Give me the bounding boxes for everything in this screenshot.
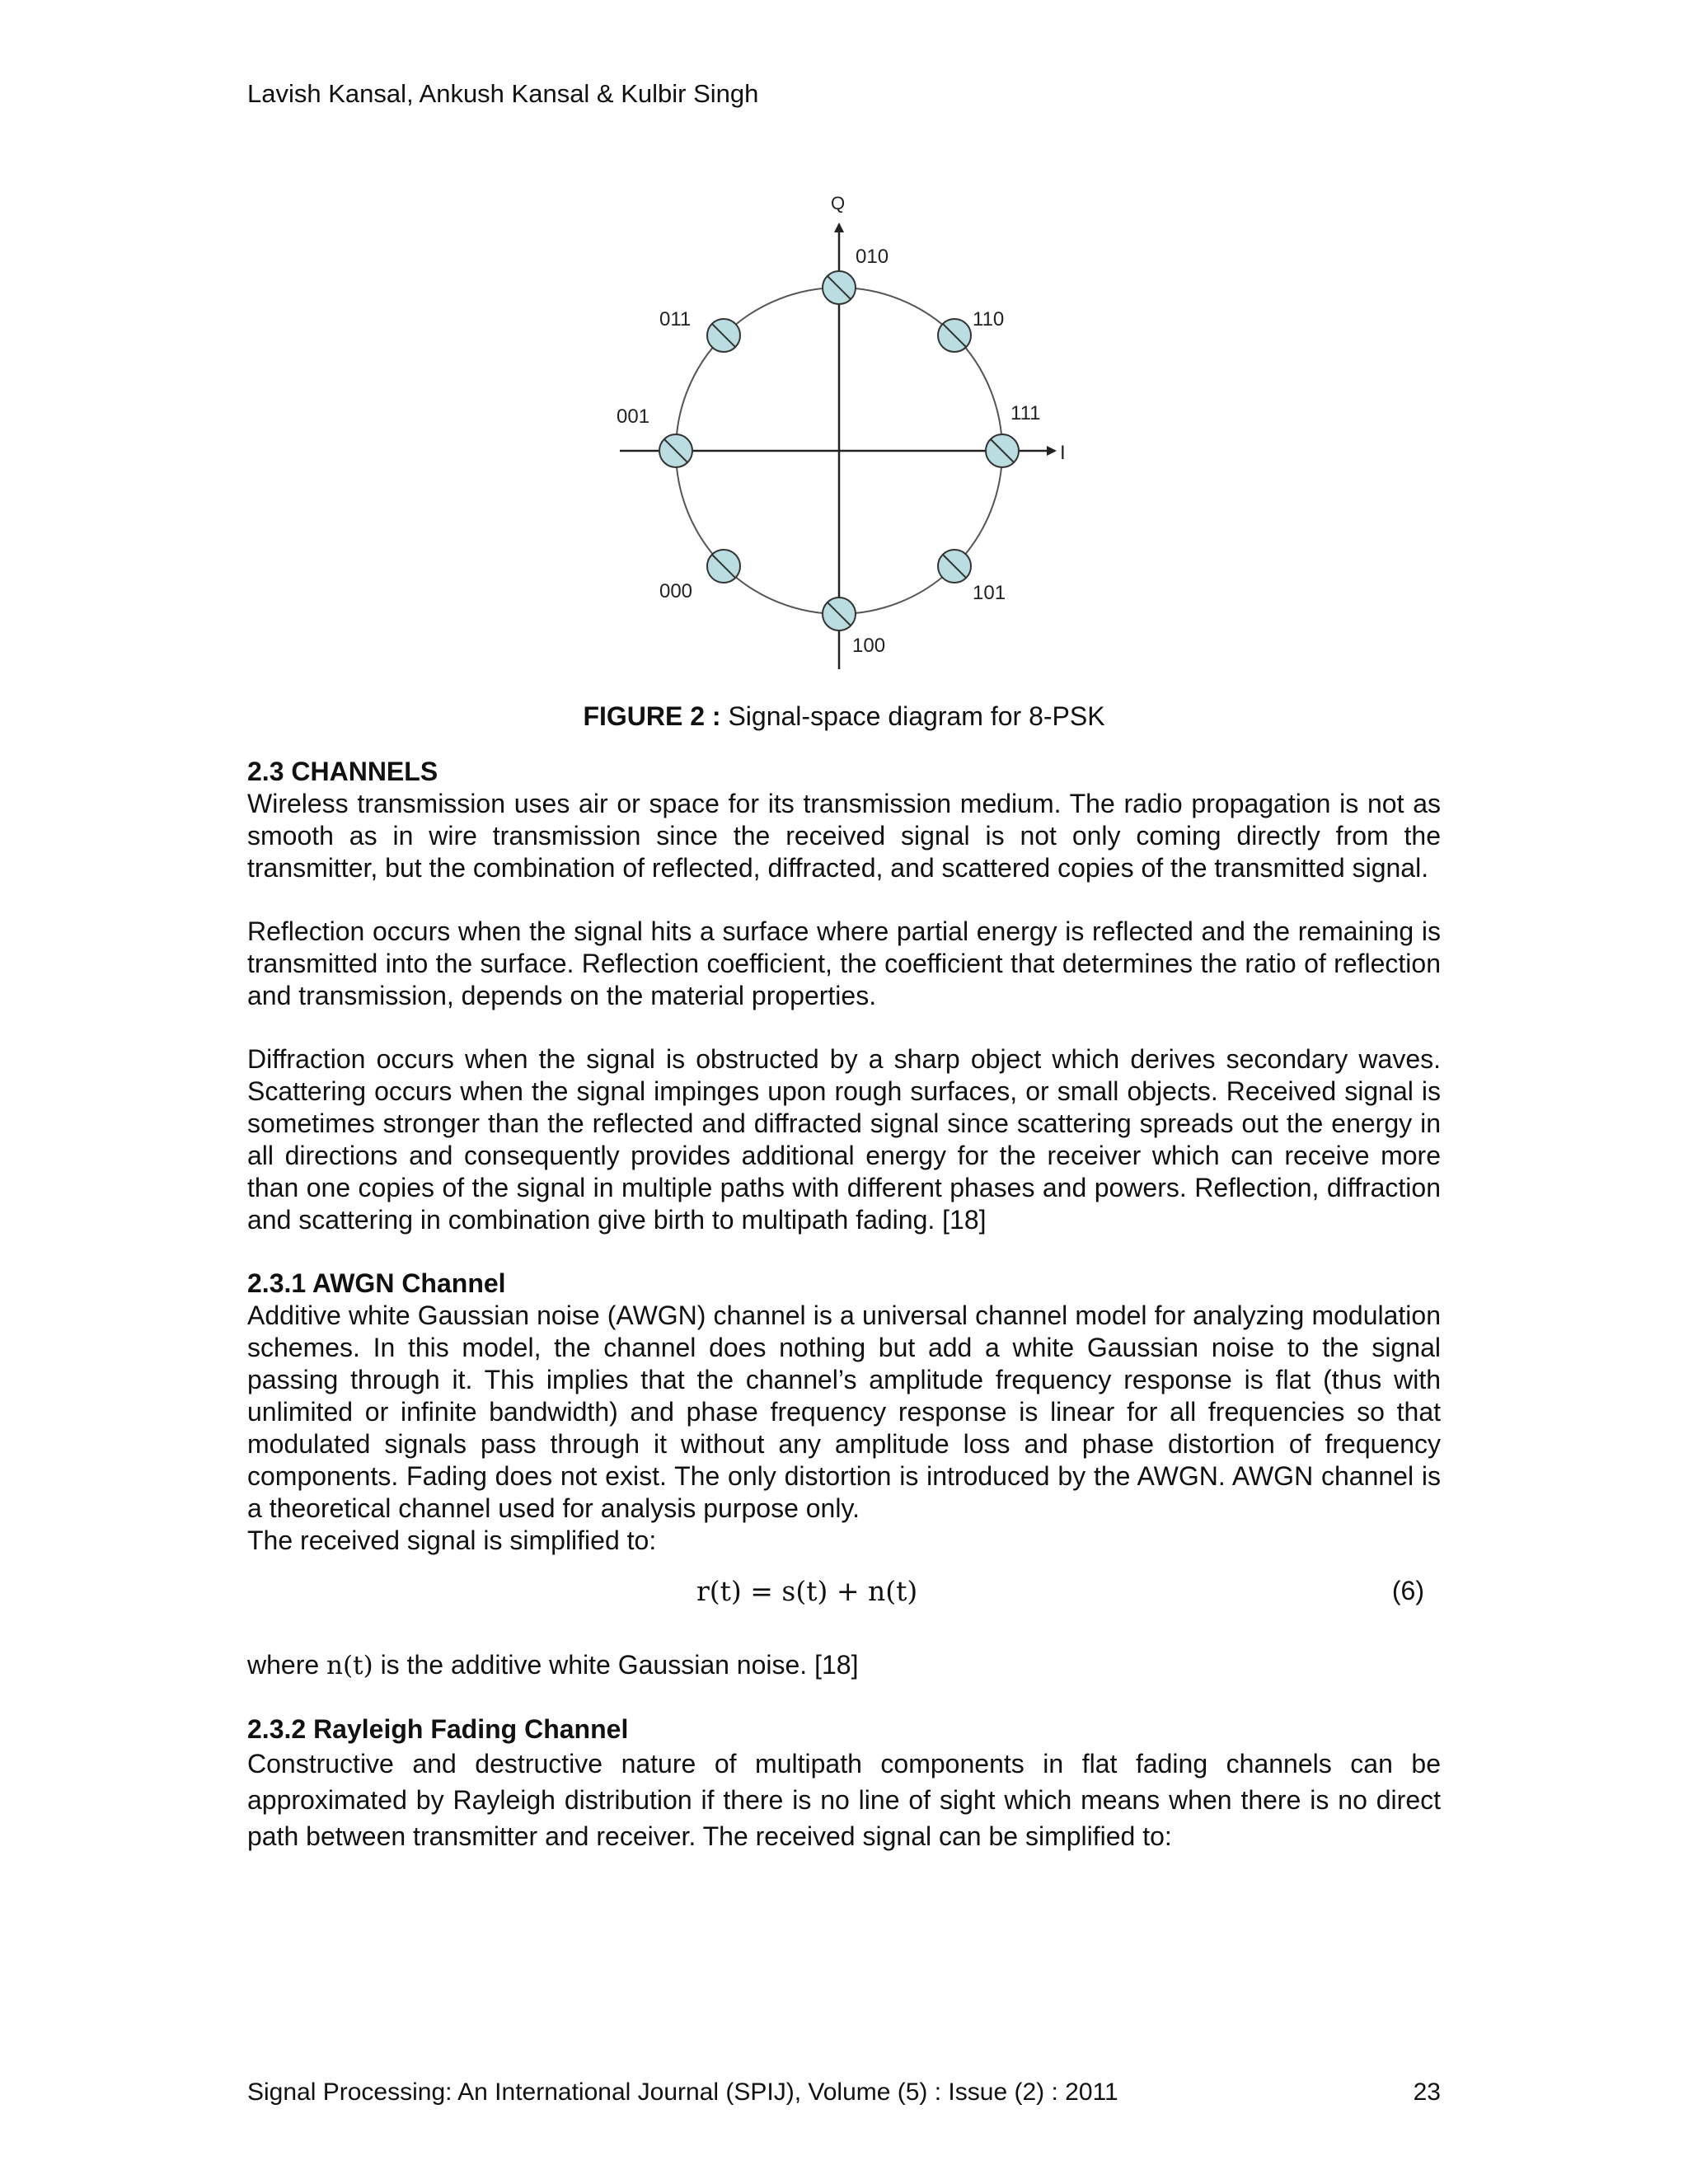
equation-body: r(t) = s(t) + n(t) <box>696 1575 918 1607</box>
paragraph: Diffraction occurs when the signal is obstructed by a sharp object which derives secondary waves. Scattering occurs when the signal impinges upon rough surfaces, or small objects. Received signal is sometimes stronger than the reflected and diffracted signal since scattering spreads out the energy in all directions and consequently provides additional energy for the receiver which can receive more than one copies of the signal in multiple paths with different phases and powers. Reflection, diffraction and scattering in combination give birth to multipath fading. [18] <box>247 1044 1441 1235</box>
figure-caption <box>0 701 1688 732</box>
paragraph: The received signal is simplified to: <box>247 1526 657 1555</box>
figure-8psk <box>593 190 1121 684</box>
body-content <box>247 756 1441 1854</box>
running-head-authors: Lavish Kansal, Ankush Kansal & Kulbir Singh <box>247 79 759 108</box>
figure-caption-text: Signal-space diagram for 8-PSK <box>720 701 1105 731</box>
section-heading-rayleigh: 2.3.2 Rayleigh Fading Channel <box>247 1714 629 1744</box>
equation-6 <box>247 1575 1441 1624</box>
figure-label: FIGURE 2 : <box>583 701 721 731</box>
constellation-point-label: 101 <box>973 582 1006 605</box>
paragraph: Wireless transmission uses air or space for its transmission medium. The radio propagation is not as smooth as in wire transmission since the received signal is not only coming directly from the transmitter, but the combination of reflected, diffracted, and scattered copies of the transmitted signal. <box>247 789 1441 883</box>
section-heading-awgn: 2.3.1 AWGN Channel <box>247 1268 506 1298</box>
axis-label-i: I <box>1060 442 1066 464</box>
where-prefix: where <box>247 1650 327 1680</box>
constellation-point-label: 100 <box>852 635 886 657</box>
constellation-point-label: 110 <box>973 307 1005 330</box>
constellation-diagram <box>593 190 1121 684</box>
page-number: 23 <box>1413 2079 1441 2106</box>
constellation-point-label: 001 <box>617 405 650 428</box>
paragraph: Additive white Gaussian noise (AWGN) channel is a universal channel model for analyzing modulation schemes. In this model, the channel does nothing but add a white Gaussian noise to the signal passing through it. This implies that the channel’s amplitude frequency response is flat (thus with unlimited or infinite bandwidth) and phase frequency response is linear for all frequencies so that modulated signals pass through it without any amplitude loss and phase distortion of frequency components. Fading does not exist. The only distortion is introduced by the AWGN. AWGN channel is a theoretical channel used for analysis purpose only. <box>247 1301 1441 1523</box>
paragraph: Reflection occurs when the signal hits a surface where partial energy is reflected and the remaining is transmitted into the surface. Reflection coefficient, the coefficient that determines the ratio of reflection and transmission, depends on the material properties. <box>247 916 1441 1010</box>
equation-number: (6) <box>1391 1576 1424 1605</box>
where-line <box>247 1649 1441 1682</box>
where-symbol: n(t) <box>326 1651 373 1680</box>
constellation-point-label: 111 <box>1010 402 1041 424</box>
axis-label-q: Q <box>831 193 846 213</box>
rayleigh-section <box>247 1713 1441 1854</box>
constellation-point-label: 000 <box>659 580 693 603</box>
footer-journal: Signal Processing: An International Journal (SPIJ), Volume (5) : Issue (2) : 2011 <box>247 2079 1118 2106</box>
section-heading-channels: 2.3 CHANNELS <box>247 757 438 786</box>
constellation-point-label: 011 <box>659 307 692 330</box>
constellation-point-label: 010 <box>856 246 889 268</box>
paragraph: Constructive and destructive nature of multipath components in flat fading channels can be approximated by Rayleigh distribution if there is no line of sight which means when there is no direct path between transmitter and receiver. The received signal can be simplified to: <box>247 1749 1441 1851</box>
page-footer <box>247 2079 1441 2107</box>
where-suffix: is the additive white Gaussian noise. [18] <box>373 1650 859 1680</box>
